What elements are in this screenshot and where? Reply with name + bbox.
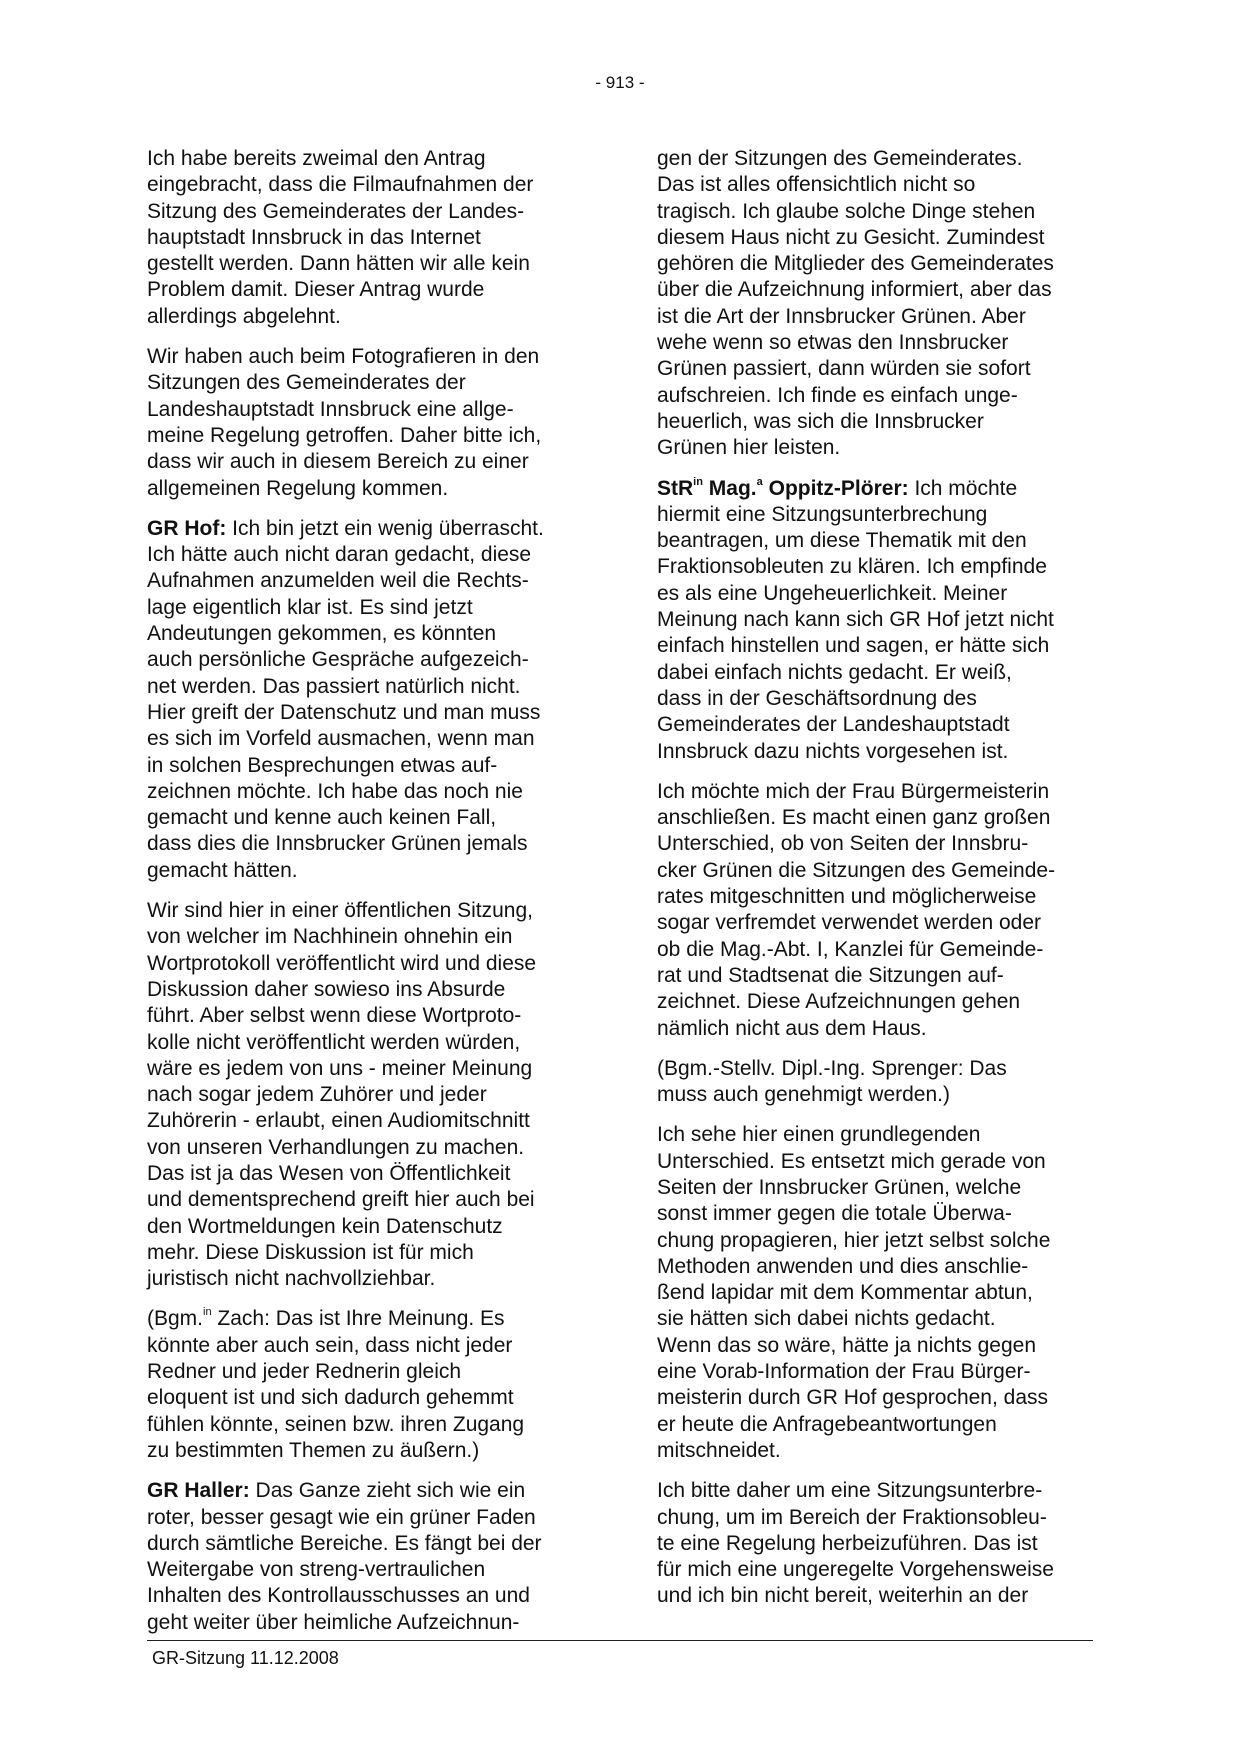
footer-session-date: GR-Sitzung 11.12.2008 — [152, 1648, 339, 1668]
paragraph: Ich sehe hier einen grundlegenden Unterschied. Es entsetzt mich gerade von Seiten der Innsbrucker Grünen, welche sonst immer gegen die totale Überwa- chung propagieren, hier jetzt selbst solche Methoden anwenden und dies anschlie- ßend lapidar mit dem Kommentar abtun, sie hätten sich dabei nichts gedacht. Wenn das so wäre, hätte ja nichts gegen eine Vorab-Information der Frau Bürger- meisterin durch GR Hof gesprochen, dass er heute die Anfragebeantwortungen mitschneidet. — [657, 1123, 1051, 1462]
paragraph: gen der Sitzungen des Gemeinderates. Das ist alles offensichtlich nicht so tragisch. Ich glaube solche Dinge stehen diesem Haus nicht zu Gesicht. Zumindest gehören die Mitglieder des Gemeinderates über die Aufzeichnung informiert, aber das ist die Art der Innsbrucker Grünen. Aber wehe wenn so etwas den Innsbrucker Grünen passiert, dann würden sie sofort aufschreien. Ich finde es einfach unge- heuerlich, was sich die Innsbrucker Grünen hier leisten. — [657, 147, 1054, 460]
paragraph: Wir sind hier in einer öffentlichen Sitzung, von welcher im Nachhinein ohnehin ein Wortprotokoll veröffentlicht wird und diese Diskussion daher sowieso ins Absurde führt. Aber selbst wenn diese Wortproto- kolle nicht veröffentlicht werden würden, wäre es jedem von uns - meiner Meinung nach sogar jedem Zuhörer und jeder Zuhörerin - erlaubt, einen Audiomitschnitt von unseren Verhandlungen zu machen. Das ist ja das Wesen von Öffentlichkeit und dementsprechend greift hier auch bei den Wortmeldungen kein Datenschutz mehr. Diese Diskussion ist für mich juristisch nicht nachvollziehbar. — [147, 899, 537, 1291]
left-column — [147, 146, 599, 1650]
speech-gr-hof: GR Hof: Ich bin jetzt ein wenig überrascht. Ich hätte auch nicht daran gedacht, diese Aufnahmen anzumelden weil die Rechts- lage eigentlich klar ist. Es sind jetzt Andeutungen gekommen, es könnten auch persönliche Gespräche aufgezeich- net werden. Das passiert natürlich nicht. Hier greift der Datenschutz und man muss es sich im Vorfeld ausmachen, wenn man in solchen Besprechungen etwas auf- zeichnen möchte. Ich habe das noch nie gemacht und kenne auch keinen Fall, dass dies die Innsbrucker Grünen jemals gemacht hätten. — [147, 516, 544, 882]
page-number: - 913 - — [595, 73, 645, 92]
paragraph: Ich möchte mich der Frau Bürgermeisterin anschließen. Es macht einen ganz großen Unterschied, ob von Seiten der Innsbru- cker Grünen die Sitzungen des Gemeinde- rates mitgeschnitten und möglicherweise sogar verfremdet verwendet werden oder ob die Mag.-Abt. I, Kanzlei für Gemeinde- rat und Stadtsenat die Sitzungen auf- zeichnet. Diese Aufzeichnungen gehen nämlich nicht aus dem Haus. — [657, 779, 1056, 1040]
speaker-name: GR Hof: — [147, 516, 227, 540]
interjection-bgm-zach: (Bgm.$^{in}$ Zach: Das ist Ihre Meinung. Es könnte aber auch sein, dass nicht jeder Redner und jeder Rednerin gleich eloquent ist und sich dadurch gehemmt fühlen könnte, seinen bzw. ihren Zugang zu bestimmten Themen zu äußern.) — [147, 1306, 525, 1462]
paragraph: Ich bitte daher um eine Sitzungsunterbre- chung, um im Bereich der Fraktionsoblеu- te eine Regelung herbeizuführen. Das ist für mich eine ungeregelte Vorgehensweise und ich bin nicht bereit, weiterhin an der — [657, 1479, 1054, 1608]
paragraph: Wir haben auch beim Fotografieren in den Sitzungen des Gemeinderates der Landeshauptstadt Innsbruck eine allge- meine Regelung getroffen. Daher bitte ich, dass wir auch in diesem Bereich zu einer allgemeinen Regelung kommen. — [147, 345, 542, 500]
speaker-name: StR$^{in}$ Mag.$^a$ Oppitz-Plörer: — [657, 475, 909, 500]
paragraph: Ich habe bereits zweimal den Antrag eingebracht, dass die Filmaufnahmen der Sitzung des Gemeinderates der Landes- hauptstadt Innsbruck in das Internet gestellt werden. Dann hätten wir alle kein Problem damit. Dieser Antrag wurde allerdings abgelehnt. — [147, 147, 534, 328]
speech-gr-haller: GR Haller: Das Ganze zieht sich wie ein roter, besser gesagt wie ein grüner Faden durch sämtliche Bereiche. Es fängt bei der Weitergabe von streng-vertraulichen Inhalten des Kontrollausschusses an und geht weiter über heimliche Aufzeichnun- — [147, 1479, 542, 1634]
speech-oppitz-ploerer: StR$^{in}$ Mag.$^a$ Oppitz-Plörer: Ich möchte hiermit eine Sitzungsunterbrechung beantragen, um diese Thematik mit den Fraktionsobleuten zu klären. Ich empfinde es als eine Ungeheuerlichkeit. Meiner Meinung nach kann sich GR Hof jetzt nicht einfach hinstellen und sagen, er hätte sich dabei einfach nichts gedacht. Er weiß, dass in der Geschäftsordnung des Gemeinderates der Landeshauptstadt Innsbruck dazu nichts vorgesehen ist. — [657, 475, 1054, 763]
footer-divider — [147, 1640, 1093, 1641]
right-column — [657, 146, 1109, 1624]
speaker-name: GR Haller: — [147, 1479, 250, 1503]
interjection-sprenger: (Bgm.-Stellv. Dipl.-Ing. Sprenger: Das muss auch genehmigt werden.) — [657, 1056, 1007, 1107]
